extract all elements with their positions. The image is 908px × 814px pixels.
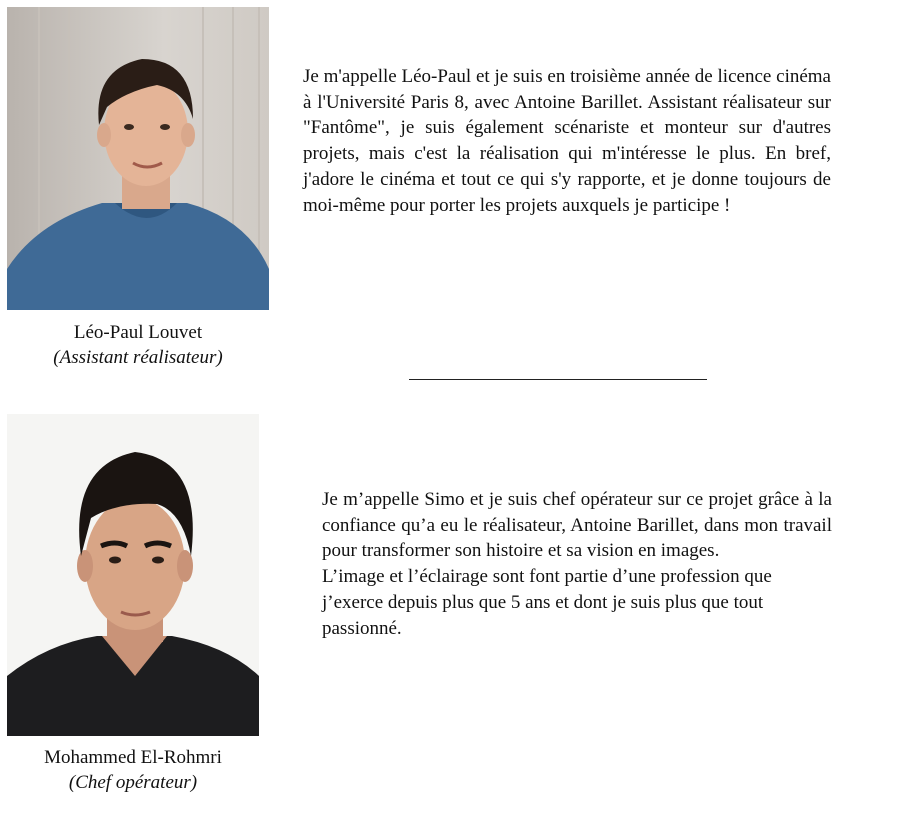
person-bio: Je m'appelle Léo-Paul et je suis en troisième année de licence cinéma à l'Université Paris 8, avec Antoine Barillet. Assistant réalisateur sur "Fantôme", je suis également scénariste et monteur sur d'autres projets, mais c'est la réalisation qui m'intéresse le plus. En bref, j'adore le cinéma et tout ce qui s'y rapporte, et je donne toujours de moi-même pour porter les projets auxquels je participe !: [303, 66, 831, 216]
person-bio: [322, 487, 832, 641]
person-name: Léo-Paul Louvet: [73, 322, 203, 343]
person-caption: [0, 320, 276, 370]
portrait-photo-mohammed: [7, 414, 259, 736]
separator-line: [409, 379, 707, 380]
portrait-photo-leo-paul: [7, 7, 269, 310]
person-role: (Chef opérateur): [68, 772, 198, 793]
person-role: (Assistant réalisateur): [53, 347, 223, 368]
bio-paragraph: L’image et l’éclairage sont font partie d’une profession que j’exerce depuis plus que 5 ans et dont je suis plus que tout passionné.: [322, 566, 772, 639]
person-name: Mohammed El-Rohmri: [44, 747, 222, 768]
bio-paragraph: Je m’appelle Simo et je suis chef opérateur sur ce projet grâce à la confiance qu’a eu le réalisateur, Antoine Barillet, dans mon travail pour transformer son histoire et sa vision en images.: [322, 489, 832, 562]
person-caption: [0, 745, 266, 795]
